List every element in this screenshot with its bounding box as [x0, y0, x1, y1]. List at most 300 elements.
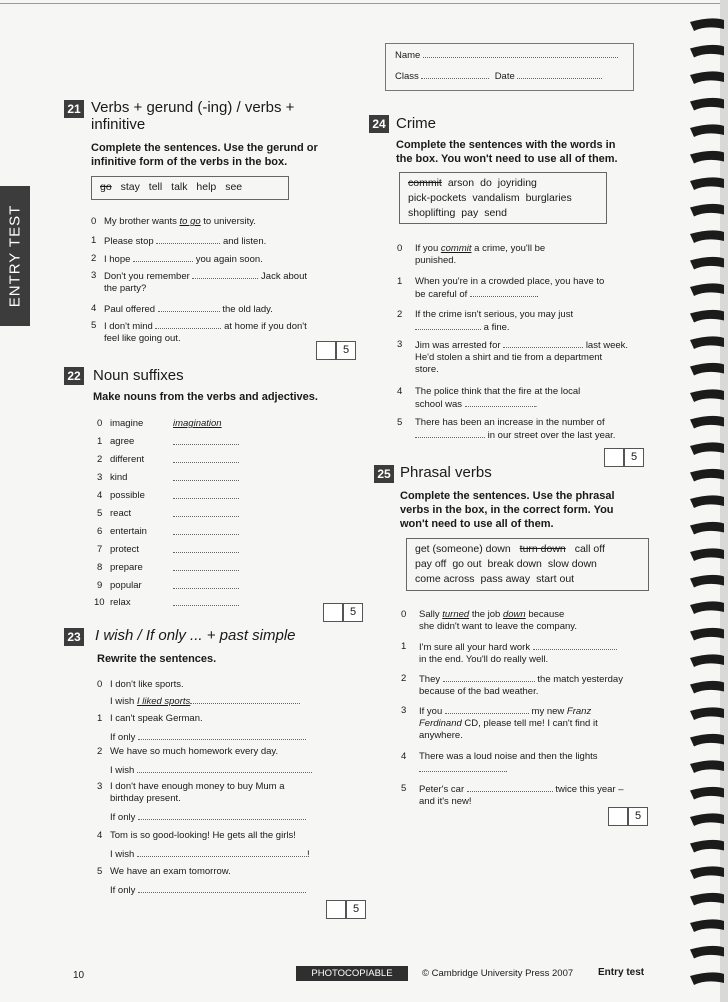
s22-item-1 [97, 436, 277, 448]
s21-4-a: Paul offered [104, 304, 156, 315]
s25-5-blank[interactable] [467, 783, 553, 792]
spiral-ring [690, 389, 724, 402]
item-number: 1 [401, 641, 407, 652]
section-24-instructions [396, 138, 618, 166]
item-number: 7 [97, 544, 103, 555]
item-text [419, 673, 623, 698]
s22-7-blank[interactable] [173, 544, 239, 553]
s23-item-4 [97, 830, 347, 860]
item-number: 4 [91, 303, 97, 314]
section-number-22: 22 [64, 367, 84, 385]
s21-item-2 [91, 253, 351, 265]
spiral-ring [690, 124, 724, 137]
phrase-go-out: go out [452, 558, 482, 570]
s22-3-blank[interactable] [173, 472, 239, 481]
entry-test-footer: Entry test [598, 967, 645, 978]
score-input[interactable] [316, 341, 336, 360]
s25-item-1 [401, 641, 646, 667]
s21-1-b: and listen. [222, 236, 267, 247]
s25-instr-l1: Complete the sentences. Use the phrasal [400, 490, 615, 502]
s25-1-blank[interactable] [533, 641, 617, 650]
s24-5-blank[interactable] [415, 429, 485, 438]
item-number: 5 [401, 783, 407, 794]
s25-item-2 [401, 673, 646, 699]
word-see: see [225, 181, 243, 193]
s23-item-2 [97, 746, 347, 776]
score-input[interactable] [323, 603, 343, 622]
s25-words-row3 [415, 572, 640, 587]
section-number-25: 25 [374, 465, 394, 483]
spiral-ring [690, 310, 724, 323]
top-rule [0, 3, 728, 4]
item-word: different [110, 454, 145, 465]
score-total: 5 [336, 341, 356, 360]
score-total: 5 [346, 900, 366, 919]
item-text: There was a loud noise and then the lights . [419, 751, 598, 775]
item-number: 3 [97, 781, 103, 792]
s24-3-b: last week. [585, 340, 629, 351]
s25-2-a: They [419, 674, 441, 685]
section-21-title-line2: infinitive [91, 116, 146, 133]
name-class-date-box [385, 43, 634, 91]
s24-item-4 [397, 386, 642, 412]
item-text [110, 746, 312, 777]
s22-score-box [323, 603, 363, 621]
s23-4-end: ! [306, 849, 310, 860]
score-input[interactable] [326, 900, 346, 919]
s21-0-b: to university. [203, 216, 256, 227]
s23-3-q2: birthday present. [110, 793, 181, 804]
word-vandalism: vandalism [472, 192, 520, 204]
item-text [110, 781, 306, 824]
section-21-word-box [91, 176, 289, 200]
s24-2-blank[interactable] [415, 321, 481, 330]
item-number: 5 [97, 866, 103, 877]
s22-2-blank[interactable] [173, 454, 239, 463]
item-number: 8 [97, 562, 103, 573]
section-21-instructions [91, 141, 318, 169]
item-word: possible [110, 490, 145, 501]
s24-0-c: punished. [415, 255, 457, 266]
item-text [110, 679, 300, 708]
item-number: 9 [97, 580, 103, 591]
s21-score-box [316, 341, 356, 359]
s24-words-row2 [408, 191, 598, 206]
item-word: kind [110, 472, 128, 483]
item-text [415, 243, 545, 267]
section-23-title: I wish / If only ... + past simple [95, 627, 296, 644]
spiral-ring [690, 548, 724, 561]
spiral-ring [690, 177, 724, 190]
item-text: The police think that the fire at the local school was . [415, 386, 581, 410]
s21-5-blank[interactable] [155, 320, 221, 329]
s25-0-c: because [528, 609, 565, 620]
s23-0-answer: I liked sports [136, 696, 191, 707]
s24-1-a: When you're in a crowded place, you have to [415, 276, 605, 287]
s23-5-blank[interactable] [138, 884, 306, 893]
item-word: relax [110, 597, 131, 608]
phrase-pass-away: pass away [480, 573, 531, 585]
s25-3-franz: Franz [566, 706, 592, 717]
spiral-ring [690, 681, 724, 694]
spiral-ring [690, 98, 724, 111]
phrase-break-down: break down [487, 558, 542, 570]
s24-instr-l1: Complete the sentences with the words in [396, 139, 616, 151]
s23-1-blank[interactable] [138, 731, 306, 740]
word-pay: pay [461, 207, 479, 219]
score-total: 5 [624, 448, 644, 467]
s24-3-blank[interactable] [503, 339, 583, 348]
item-number: 5 [91, 320, 97, 331]
item-number: 4 [97, 490, 103, 501]
s25-3-d2: CD, please tell me! I can't find it [461, 718, 598, 729]
entry-test-side-tab [0, 186, 30, 326]
s25-3-ferdinand: Ferdinand [419, 718, 462, 729]
item-text [110, 866, 306, 897]
s21-item-5 [91, 320, 351, 346]
phrase-pay-off: pay off [415, 558, 447, 570]
score-total: 5 [343, 603, 363, 622]
item-text [104, 253, 263, 266]
s23-0-blank [190, 695, 300, 704]
s22-item-7 [97, 544, 277, 556]
s21-3-blank[interactable] [192, 270, 258, 279]
word-commit: commit [408, 177, 442, 189]
s22-item-8 [97, 562, 277, 574]
section-number-23: 23 [64, 628, 84, 646]
spiral-ring [690, 866, 724, 879]
s24-5-a: There has been an increase in the number of [415, 417, 605, 428]
spiral-ring [690, 972, 724, 985]
item-number: 10 [94, 597, 105, 608]
s22-item-3 [97, 472, 277, 484]
s21-item-3 [91, 270, 351, 296]
s25-2-b: the match yesterday [537, 674, 623, 685]
item-number: 0 [397, 243, 403, 254]
section-number-21: 21 [64, 100, 84, 118]
s22-10-blank[interactable] [173, 597, 239, 606]
s25-item-5 [401, 783, 646, 809]
spiral-ring [690, 919, 724, 932]
spiral-ring [690, 204, 724, 217]
item-text [415, 417, 615, 442]
s23-3-q: I don't have enough money to buy Mum a [110, 781, 285, 792]
section-25-title: Phrasal verbs [400, 464, 492, 481]
item-word: agree [110, 436, 135, 447]
s21-1-blank[interactable] [156, 235, 220, 244]
spiral-ring [690, 416, 724, 429]
item-number: 0 [97, 418, 103, 429]
s24-3-d: store. [415, 364, 439, 375]
s21-4-blank[interactable] [158, 303, 220, 312]
s25-instr-l3: won't need to use all of them. [400, 518, 554, 530]
s21-0-a: My brother wants [104, 216, 177, 227]
s24-words-row1 [408, 176, 598, 191]
s25-4-a: There was a loud noise and then the lights [419, 751, 598, 762]
word-burglaries: burglaries [525, 192, 572, 204]
spiral-ring [690, 654, 724, 667]
item-word: prepare [110, 562, 143, 573]
s22-item-9 [97, 580, 277, 592]
class-field[interactable] [421, 70, 489, 79]
item-number: 3 [91, 270, 97, 281]
item-number: 2 [97, 746, 103, 757]
s25-words-row1 [415, 542, 640, 557]
s25-0-b: the job [471, 609, 501, 620]
item-number: 1 [91, 235, 97, 246]
score-total: 5 [628, 807, 648, 826]
s22-item-4 [97, 490, 277, 502]
s23-1-q: I can't speak German. [110, 713, 203, 724]
section-22-instructions: Make nouns from the verbs and adjectives. [93, 391, 318, 403]
s25-0-answer2: down [502, 609, 526, 620]
section-24-word-box [399, 172, 607, 224]
s23-4-q: Tom is so good-looking! He gets all the girls! [110, 830, 296, 841]
page-number: 10 [73, 970, 85, 981]
s25-4-blank[interactable] [419, 763, 505, 772]
item-number: 2 [401, 673, 407, 684]
spiral-ring [690, 230, 724, 243]
s24-4-a: The police think that the fire at the local [415, 386, 581, 397]
word-help: help [196, 181, 217, 193]
item-number: 6 [97, 526, 103, 537]
s23-2-blank[interactable] [137, 764, 312, 773]
section-number-24: 24 [369, 115, 389, 133]
s24-3-c: He'd stolen a shirt and tie from a department [415, 352, 603, 363]
item-word: imagine [110, 418, 144, 429]
word-stay: stay [120, 181, 140, 193]
item-text [415, 339, 628, 376]
section-23-instructions: Rewrite the sentences. [97, 653, 217, 665]
section-25-word-box [406, 538, 649, 591]
s25-item-4 [401, 751, 646, 777]
s23-4-prompt: I wish [110, 849, 135, 860]
s24-item-2 [397, 309, 642, 335]
spiral-ring [690, 336, 724, 349]
item-text [104, 235, 266, 248]
s21-4-b: the old lady. [222, 304, 273, 315]
s22-5-blank[interactable] [173, 508, 239, 517]
item-number: 5 [97, 508, 103, 519]
spiral-binding [676, 0, 728, 1002]
s22-8-blank[interactable] [173, 562, 239, 571]
s21-3-a: Don't you remember [104, 271, 190, 282]
spiral-ring [690, 363, 724, 376]
section-24-title: Crime [396, 115, 436, 132]
s25-5-b: twice this year – [555, 784, 624, 795]
section-22-title: Noun suffixes [93, 367, 184, 384]
spiral-ring [690, 522, 724, 535]
s24-score-box [604, 448, 644, 466]
name-field[interactable] [423, 49, 618, 58]
spiral-ring [690, 71, 724, 84]
spiral-ring [690, 257, 724, 270]
s25-3-a: If you [419, 706, 443, 717]
s22-0-answer: imagination [173, 418, 222, 429]
item-number: 4 [397, 386, 403, 397]
s21-3-c: the party? [104, 283, 147, 294]
s25-words-row2 [415, 557, 640, 572]
item-text [104, 216, 256, 228]
item-text [419, 783, 624, 808]
phrase-start-out: start out [536, 573, 575, 585]
copyright-text: © Cambridge University Press 2007 [422, 968, 574, 979]
item-word: entertain [110, 526, 147, 537]
date-label: Date [494, 71, 515, 82]
s23-score-box [326, 900, 366, 918]
spiral-ring [690, 45, 724, 58]
s25-1-d: in the end. You'll do really well. [419, 654, 549, 665]
score-input[interactable] [604, 448, 624, 467]
s24-1-c: be careful of [415, 289, 468, 300]
score-input[interactable] [608, 807, 628, 826]
s24-item-3 [397, 339, 642, 379]
s24-4-blank[interactable] [465, 398, 535, 407]
item-number: 0 [97, 679, 103, 690]
s23-5-q: We have an exam tomorrow. [110, 866, 231, 877]
word-talk: talk [171, 181, 188, 193]
word-pick-pockets: pick-pockets [408, 192, 467, 204]
s25-2-blank[interactable] [443, 673, 535, 682]
s22-4-blank[interactable] [173, 490, 239, 499]
word-arson: arson [447, 177, 475, 189]
phrase-come-across: come across [415, 573, 475, 585]
item-number: 2 [97, 454, 103, 465]
item-number: 3 [97, 472, 103, 483]
s22-item-6 [97, 526, 277, 538]
s21-0-answer: to go [179, 216, 201, 227]
s24-1-blank[interactable] [470, 288, 536, 297]
s21-instr-l2: infinitive form of the verbs in the box. [91, 156, 288, 168]
s24-item-0 [397, 243, 642, 269]
s21-2-blank[interactable] [133, 253, 193, 262]
s22-item-10 [94, 597, 278, 609]
s24-2-a: If the crime isn't serious, you may just [415, 309, 574, 320]
spiral-ring [690, 628, 724, 641]
spiral-ring [690, 734, 724, 747]
s21-2-b: you again soon. [195, 254, 263, 265]
s23-item-5 [97, 866, 347, 896]
s23-4-blank[interactable] [137, 848, 307, 857]
word-tell: tell [148, 181, 163, 193]
spiral-ring [690, 601, 724, 614]
spiral-ring [690, 442, 724, 455]
spiral-ring [690, 893, 724, 906]
s22-9-blank[interactable] [173, 580, 239, 589]
item-text [104, 270, 307, 295]
s21-item-4 [91, 303, 351, 315]
spiral-ring [690, 283, 724, 296]
word-do: do [480, 177, 492, 189]
spiral-ring [690, 813, 724, 826]
s22-6-blank[interactable] [173, 526, 239, 535]
item-text [419, 705, 598, 742]
spiral-ring [690, 151, 724, 164]
s23-2-q: We have so much homework every day. [110, 746, 279, 757]
s23-0-prompt: I wish [110, 696, 135, 707]
spiral-ring [690, 469, 724, 482]
phrase-slow-down: slow down [547, 558, 597, 570]
spiral-ring [690, 495, 724, 508]
s23-1-prompt: If only [110, 732, 136, 743]
s23-3-blank[interactable] [138, 811, 306, 820]
word-send: send [484, 207, 507, 219]
item-number: 3 [397, 339, 403, 350]
s25-3-e: anywhere. [419, 730, 463, 741]
s25-3-b: my new [531, 706, 565, 717]
s25-5-a: Peter's car [419, 784, 465, 795]
word-joyriding: joyriding [497, 177, 537, 189]
s25-instr-l2: verbs in the box, in the correct form. You [400, 504, 614, 516]
s24-0-a: If you [415, 243, 439, 254]
word-shoplifting: shoplifting [408, 207, 456, 219]
s23-2-prompt: I wish [110, 765, 135, 776]
s21-item-0 [91, 216, 351, 228]
s24-item-1 [397, 276, 642, 302]
spiral-ring [690, 575, 724, 588]
s25-item-3 [401, 705, 646, 745]
s25-3-blank[interactable] [445, 705, 529, 714]
spiral-ring [690, 18, 724, 31]
item-text [110, 713, 306, 744]
s25-score-box [608, 807, 648, 825]
spiral-ring [690, 946, 724, 959]
s21-5-b: at home if you don't [224, 321, 307, 332]
s24-4-c: school was [415, 399, 462, 410]
section-21-title [91, 99, 294, 133]
s21-3-b: Jack about [261, 271, 307, 282]
s24-words-row3 [408, 206, 598, 221]
item-number: 4 [97, 830, 103, 841]
spiral-ring [690, 707, 724, 720]
s24-item-5 [397, 417, 642, 443]
s22-1-blank[interactable] [173, 436, 239, 445]
s24-2-c: a fine. [483, 322, 510, 333]
item-number: 0 [401, 609, 407, 620]
item-number: 1 [97, 436, 103, 447]
side-tab-label: ENTRY TEST [6, 204, 24, 308]
s22-item-0 [97, 418, 277, 430]
name-label: Name [395, 50, 421, 61]
s23-item-0 [97, 679, 347, 705]
item-number: 0 [91, 216, 97, 227]
s21-instr-l1: Complete the sentences. Use the gerund or [91, 142, 318, 154]
section-25-instructions [400, 489, 615, 531]
item-text: When you're in a crowded place, you have to be careful of . [415, 276, 605, 300]
item-text [110, 830, 310, 861]
s25-0-a: Sally [419, 609, 440, 620]
s21-5-a: I don't mind [104, 321, 153, 332]
item-number: 1 [97, 713, 103, 724]
s23-item-3 [97, 781, 347, 821]
s25-0-d: she didn't want to leave the company. [419, 621, 577, 632]
s23-0-q: I don't like sports. [110, 679, 184, 690]
phrase-get-down: get (someone) down [415, 543, 511, 555]
s24-0-answer: commit [440, 243, 472, 254]
s23-5-prompt: If only [110, 885, 136, 896]
date-field[interactable] [517, 70, 602, 79]
s22-item-2 [97, 454, 277, 466]
s25-0-answer: turned [442, 609, 470, 620]
spiral-ring [690, 787, 724, 800]
phrase-call-off: call off [574, 543, 605, 555]
spiral-ring [690, 840, 724, 853]
s25-5-d: and it's new! [419, 796, 472, 807]
s23-3-prompt: If only [110, 812, 136, 823]
s21-item-1 [91, 235, 351, 247]
item-word: protect [110, 544, 140, 555]
item-number: 1 [397, 276, 403, 287]
